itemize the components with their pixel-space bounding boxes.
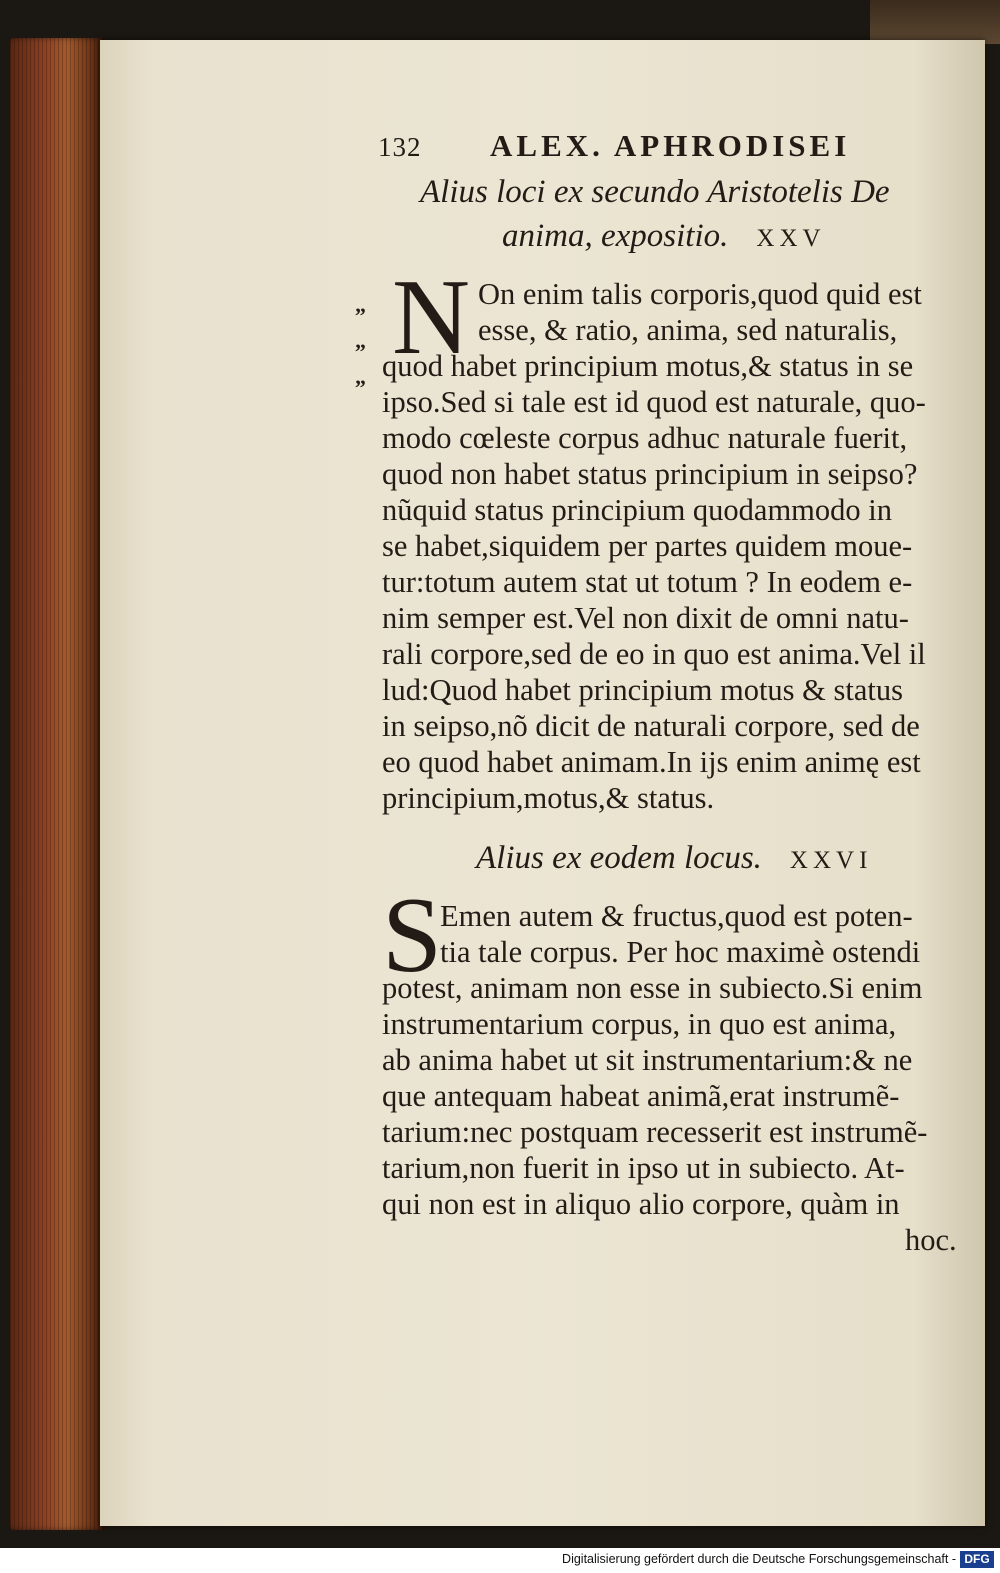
- drop-cap: N: [392, 258, 470, 377]
- text-line: lud:Quod habet principium motus & status: [382, 673, 904, 707]
- text-line: quod habet principium motus,& status in se: [382, 349, 914, 383]
- text-line: nim semper est.Vel non dixit de omni natu-: [382, 601, 909, 635]
- text-line: tarium,non fuerit in ipso ut in subiecto. At-: [382, 1151, 905, 1185]
- dfg-logo: DFG: [960, 1551, 994, 1568]
- page-number: 132: [378, 132, 422, 162]
- text-line: que antequam habeat animã,erat instrumẽ-: [382, 1079, 900, 1113]
- drop-cap: S: [382, 876, 443, 995]
- quote-mark: „: [355, 292, 366, 317]
- book-page: [100, 40, 985, 1526]
- section-number: XXVI: [789, 847, 873, 874]
- text-line: tarium:nec postquam recesserit est instrumẽ-: [382, 1115, 928, 1149]
- section-heading: [476, 840, 872, 877]
- text-line: ipso.Sed si tale est id quod est naturale, quo-: [382, 385, 926, 419]
- text-line: instrumentarium corpus, in quo est anima,: [382, 1007, 897, 1041]
- text-line: Emen autem & fructus,quod est poten-: [440, 899, 913, 933]
- running-head: ALEX. APHRODISEI: [490, 128, 851, 163]
- text-line: principium,motus,& status.: [382, 781, 715, 815]
- text-line: tur:totum autem stat ut totum ? In eodem e-: [382, 565, 913, 599]
- text-line: nũquid status principium quodammodo in: [382, 493, 892, 527]
- text-line: tia tale corpus. Per hoc maximè ostendi: [440, 935, 921, 969]
- text-line: qui non est in aliquo alio corpore, quàm in: [382, 1187, 900, 1221]
- text-line: in seipso,nõ dicit de naturali corpore, sed de: [382, 709, 920, 743]
- text-line: rali corpore,sed de eo in quo est anima.Vel il: [382, 637, 926, 671]
- text-line: se habet,siquidem per partes quidem moue-: [382, 529, 913, 563]
- text-line: potest, animam non esse in subiecto.Si enim: [382, 971, 923, 1005]
- section-heading-text: Alius ex eodem locus.: [476, 840, 762, 876]
- binding-strip: [870, 0, 1000, 44]
- section-heading-line1: [420, 174, 890, 211]
- quote-mark: „: [355, 364, 366, 389]
- text-line: modo cœleste corpus adhuc naturale fuerit,: [382, 421, 908, 455]
- section-heading-text: anima, expositio.: [502, 218, 729, 254]
- footer-credit: Digitalisierung gefördert durch die Deutsche Forschungsgemeinschaft -: [562, 1552, 956, 1566]
- text-line: esse, & ratio, anima, sed naturalis,: [478, 313, 898, 347]
- book-fore-edge: [10, 38, 105, 1530]
- text-line: hoc.: [905, 1223, 957, 1257]
- text-line: ab anima habet ut sit instrumentarium:& ne: [382, 1043, 913, 1077]
- section-number: XXV: [756, 225, 826, 252]
- text-line: eo quod habet animam.In ijs enim animę est: [382, 745, 921, 779]
- text-line: On enim talis corporis,quod quid est: [478, 277, 922, 311]
- section-heading-text: Alius loci ex secundo Aristotelis De: [420, 174, 890, 210]
- quote-mark: „: [355, 328, 366, 353]
- section-heading-line2: [502, 218, 826, 255]
- text-line: quod non habet status principium in seipso?: [382, 457, 918, 491]
- printed-text: [100, 40, 985, 1526]
